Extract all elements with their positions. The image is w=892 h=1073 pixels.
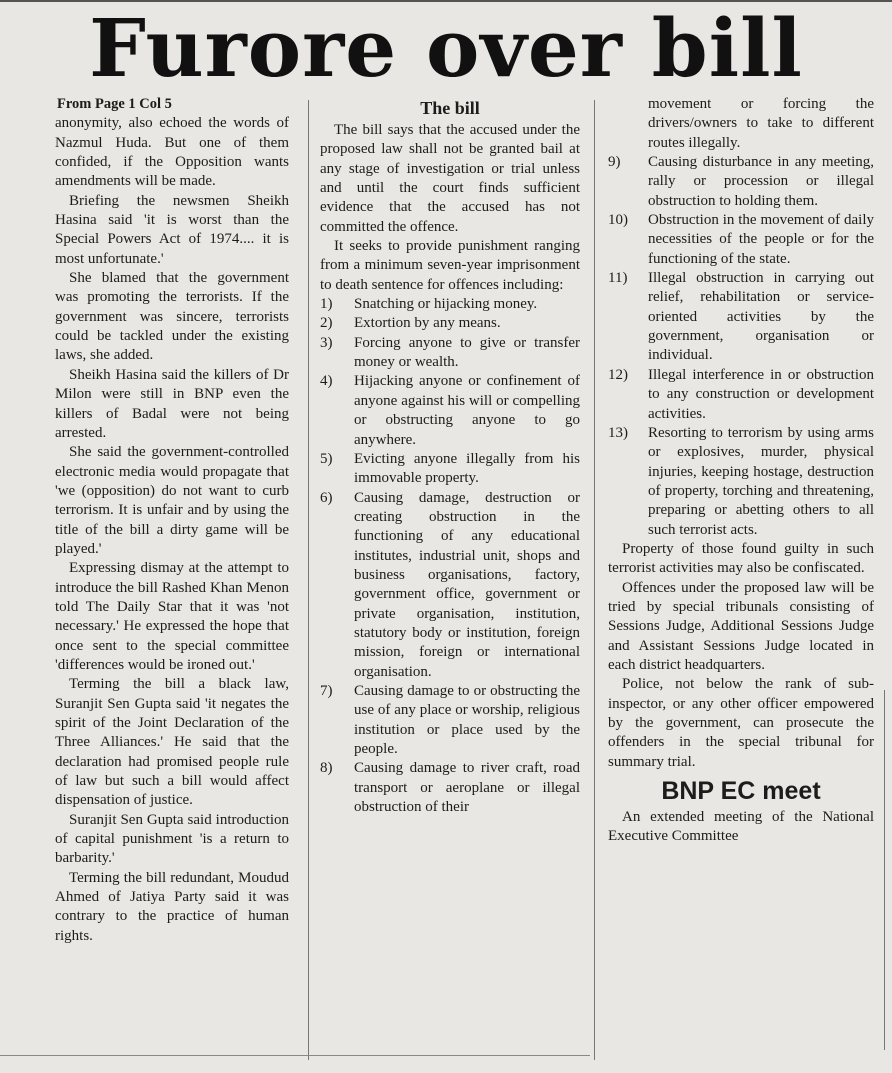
list-text: Causing disturbance in any meeting, rally or procession or illegal obstruction to holding them. (648, 154, 874, 209)
list-item (320, 314, 580, 333)
list-text: Causing damage to or obstructing the use of any place or worship, religious institution or place used by the people. (354, 682, 580, 757)
paragraph: anonymity, also echoed the words of Nazmul Huda. But one of them confided, if the Opposition wants amendments will be made. (55, 115, 289, 190)
jump-line: From Page 1 Col 5 (57, 96, 172, 112)
list-item (320, 759, 580, 817)
paragraph: Police, not below the rank of sub-inspector, or any other officer empowered by the government, can prosecute the offenders in the special tribunal for summary trial. (608, 676, 874, 770)
column-divider-1 (308, 100, 309, 1060)
list-text: Resorting to terrorism by using arms or explosives, murder, physical injuries, keeping hostage, destruction of property, torching and threatening, preparing or abetting others to all such terrorist acts. (648, 424, 874, 538)
list-item (608, 424, 874, 540)
paragraph: Terming the bill redundant, Moudud Ahmed of Jatiya Party said it was contrary to the practice of human rights. (55, 869, 289, 944)
headline: Furore over bill (89, 1, 803, 95)
list-item (608, 211, 874, 269)
list-text: Causing damage, destruction or creating obstruction in the functioning of any educational institutes, industrial unit, shops and business organisations, factory, government office, government or private organisation, institution, statutory body or institution, foreign mission, foreign or international organisation. (354, 489, 580, 680)
list-item (320, 334, 580, 373)
list-number: 3) (320, 334, 333, 351)
list-number: 12) (608, 366, 628, 383)
paragraph: An extended meeting of the National Executive Committee (608, 809, 874, 845)
paragraph: She blamed that the government was promoting the terrorists. If the government was sincere, terrorists could be tackled under the existing laws, she added. (55, 270, 289, 364)
column-divider-2 (594, 100, 595, 1060)
list-number: 5) (320, 450, 333, 467)
list-item (320, 682, 580, 759)
list-text: Forcing anyone to give or transfer money or wealth. (354, 334, 580, 371)
bottom-rule (0, 1055, 590, 1056)
paragraph: The bill says that the accused under the proposed law shall not be granted bail at any stage of investigation or trial unless and until the court finds sufficient evidence that the accused has not committed the offence. (320, 122, 580, 235)
list-item (320, 372, 580, 449)
list-number: 8) (320, 760, 333, 777)
paragraph: Expressing dismay at the attempt to introduce the bill Rashed Khan Menon told The Daily Star that it was 'not necessary.' He expressed the hope that once sent to the special committee 'differences would be ironed out.' (55, 560, 289, 673)
list-number: 4) (320, 373, 333, 390)
list-text: Causing damage to river craft, road transport or aeroplane or illegal obstruction of their (354, 760, 580, 816)
list-item (320, 295, 580, 314)
list-text: Hijacking anyone or confinement of anyone against his will or compelling or obstructing anyone to go anywhere. (354, 373, 580, 448)
paragraph: Briefing the newsmen Sheikh Hasina said 'it is worst than the Special Powers Act of 1974.... it is most unfortunate.' (55, 192, 289, 267)
list-text: Illegal obstruction in carrying out relief, rehabilitation or service-oriented activities by the government, organisation or individual. (648, 270, 874, 364)
column-divider-3 (884, 690, 885, 1050)
paragraph: Sheikh Hasina said the killers of Dr Milon were still in BNP even the killers of Badal were not being arrested. (55, 366, 289, 441)
list-text: Snatching or hijacking money. (354, 296, 538, 313)
paragraph: Terming the bill a black law, Suranjit Sen Gupta said 'it negates the spirit of the Joint Declaration of the Three Alliances.' He said that the declaration had promised people rule of law but such a bill would affect dispensation of justice. (55, 676, 289, 809)
column-3 (608, 95, 874, 847)
list-text: Illegal interference in or obstruction to any construction or development activities. (648, 366, 874, 422)
list-item (320, 450, 580, 489)
list-number: 2) (320, 315, 333, 332)
list-number: 11) (608, 270, 628, 287)
column-2 (320, 95, 580, 817)
list-text: Evicting anyone illegally from his immovable property. (354, 450, 580, 487)
paragraph: Suranjit Sen Gupta said introduction of capital punishment 'is a return to barbarity.' (55, 811, 289, 867)
list-text: Extortion by any means. (354, 315, 501, 332)
list-number: 6) (320, 489, 333, 506)
continuation-text: movement or forcing the drivers/owners to take to different routes illegally. (648, 96, 874, 151)
list-number: 13) (608, 424, 628, 441)
list-number: 9) (608, 154, 621, 171)
list-item (608, 153, 874, 211)
column-1 (55, 95, 289, 946)
list-item (608, 366, 874, 424)
paragraph: Offences under the proposed law will be tried by special tribunals consisting of Sessions Judge, Additional Sessions Judge and Assistant Sessions Judge located in each district headquarters. (608, 579, 874, 673)
paragraph: Property of those found guilty in such terrorist activities may also be confiscated. (608, 540, 874, 577)
list-item (608, 269, 874, 366)
list-number: 7) (320, 682, 333, 699)
list-number: 1) (320, 296, 333, 313)
paragraph: It seeks to provide punishment ranging from a minimum seven-year imprisonment to death sentence for offences including: (320, 238, 580, 293)
subheading-the-bill: The bill (420, 98, 480, 118)
list-item (320, 489, 580, 682)
list-number: 10) (608, 212, 628, 229)
paragraph: She said the government-controlled electronic media would propagate that 'we (opposition) do not want to curb terrorism. It is unfair and by using the title of the bill a dirty game will be played.' (55, 444, 289, 557)
list-text: Obstruction in the movement of daily necessities of the people or for the functioning of the state. (648, 212, 874, 267)
subheading-bnp-ec-meet: BNP EC meet (661, 777, 821, 806)
